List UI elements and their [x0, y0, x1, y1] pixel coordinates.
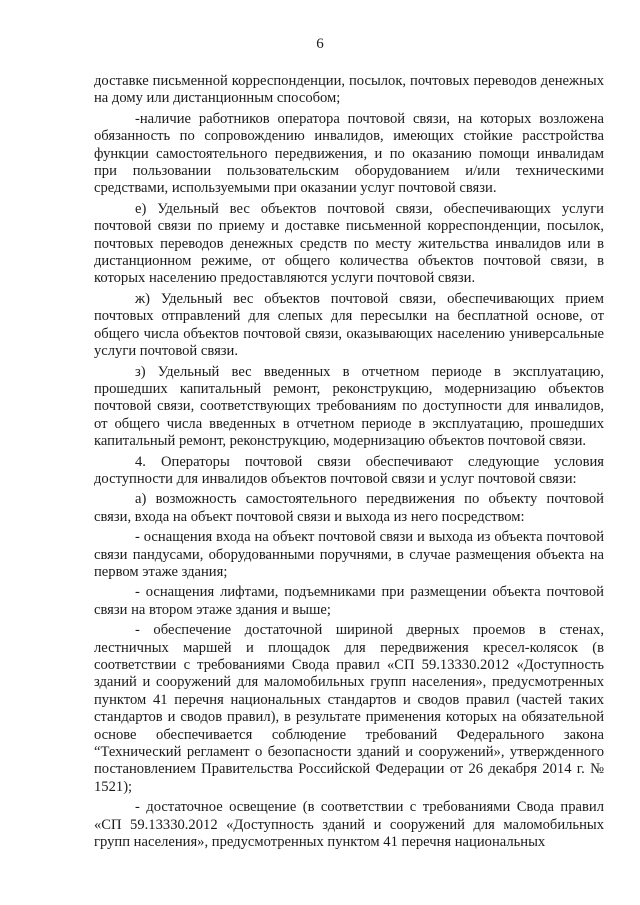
paragraph-item-zh: ж) Удельный вес объектов почтовой связи, обеспечивающих прием почтовых отправлений для слепых для пересылки на бесплатной основе, от общего числа объектов почтовой связи, оказывающих населению универсальные услуги почтовой связи. — [94, 290, 604, 360]
paragraph-lighting: - достаточное освещение (в соответствии с требованиями Свода правил «СП 59.13330.2012 «Доступность зданий и сооружений для маломобильных групп населения», предусмотренных пунктом 41 перечня национальных — [94, 799, 604, 851]
paragraph-staff-presence: -наличие работников оператора почтовой связи, на которых возложена обязанность по сопровождению инвалидов, имеющих стойкие расстройства функции самостоятельного передвижения, и по оказанию помощи инвалидам при пользовании пользовательским оборудованием и/или техническими средствами, используемыми при оказании услуг почтовой связи. — [94, 110, 604, 197]
paragraph-ramps: - оснащения входа на объект почтовой связи и выхода из объекта почтовой связи пандусами, оборудованными поручнями, в случае размещения объекта на первом этаже здания; — [94, 529, 604, 580]
paragraph-delivery-continuation: доставке письменной корреспонденции, посылок, почтовых переводов денежных на дому или дистанционным способом; — [94, 73, 604, 107]
paragraph-item-e: е) Удельный вес объектов почтовой связи, обеспечивающих услуги почтовой связи по приему и доставке письменной корреспонденции, посылок, почтовых переводов денежных средств по месту жительства инвалидов или в дистанционном режиме, от общего количества объектов почтовой связи, в которых населению предоставляются услуги почтовой связи. — [94, 200, 604, 287]
paragraph-lifts: - оснащения лифтами, подъемниками при размещении объекта почтовой связи на втором этаже здания и выше; — [94, 584, 604, 618]
paragraph-doorways: - обеспечение достаточной шириной дверных проемов в стенах, лестничных маршей и площадок для передвижения кресел-колясок (в соответствии с требованиями Свода правил «СП 59.13330.2012 «Доступность зданий и сооружений для маломобильных групп населения», предусмотренных пунктом 41 перечня национальных стандартов и сводов правил (частей таких стандартов и сводов правил), в результате применения которых на обязательной основе обеспечивается соблюдение требований Федерального закона “Технический регламент о безопасности зданий и сооружений», утвержденного постановлением Правительства Российской Федерации от 26 декабря 2014 г. № 1521); — [94, 622, 604, 795]
paragraph-item-a: а) возможность самостоятельного передвижения по объекту почтовой связи, входа на объект почтовой связи и выхода из него посредством: — [94, 491, 604, 525]
paragraph-item-z: з) Удельный вес введенных в отчетном периоде в эксплуатацию, прошедших капитальный ремонт, реконструкцию, модернизацию объектов почтовой связи, соответствующих требованиям по доступности для инвалидов, от общего числа введенных в отчетном периоде в эксплуатацию, прошедших капитальный ремонт, реконструкцию, модернизацию объектов почтовой связи. — [94, 363, 604, 450]
page-number: 6 — [316, 36, 324, 52]
paragraph-section-4: 4. Операторы почтовой связи обеспечивают следующие условия доступности для инвалидов объектов почтовой связи и услуг почтовой связи: — [94, 453, 604, 487]
document-body — [94, 73, 604, 851]
